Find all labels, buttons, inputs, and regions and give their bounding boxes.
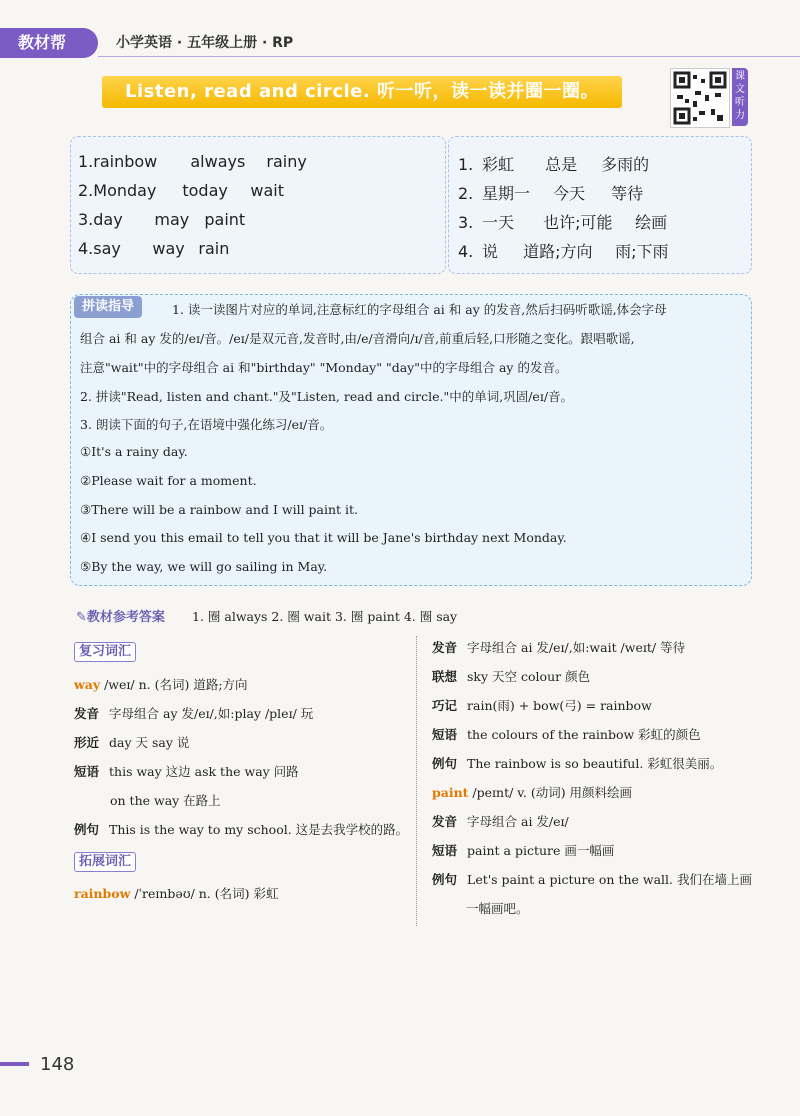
- word-row: 2.Monday today wait: [78, 181, 284, 200]
- book-tab: 教材帮: [0, 28, 98, 58]
- vocab-row: 发音 字母组合 ai 发/eɪ/,如:wait /weɪt/ 等待: [432, 640, 686, 655]
- guide-line: 组合 ai 和 ay 发的/eɪ/音。/eɪ/是双元音,发音时,由/e/音滑向/ɪ/音,前重后轻,口形随之变化。跟唱歌谣,: [80, 331, 635, 346]
- vocab-row: 形近 day 天 say 说: [74, 735, 190, 750]
- vocab-entry: paint /peɪnt/ v. (动词) 用颜料绘画: [432, 785, 633, 800]
- practice-sentence: ⑤By the way, we will go sailing in May.: [80, 559, 328, 574]
- vocab-entry: rainbow /ˈreɪnbəʊ/ n. (名词) 彩虹: [74, 886, 279, 901]
- word-row: 3.day may paint: [78, 210, 246, 229]
- vocab-row: 联想 sky 天空 colour 颜色: [432, 669, 591, 684]
- practice-sentence: ①It's a rainy day.: [80, 444, 188, 459]
- vocab-row: 例句 The rainbow is so beautiful. 彩虹很美丽。: [432, 756, 723, 771]
- page-marker: [0, 1062, 36, 1066]
- guide-line: 注意"wait"中的字母组合 ai 和"birthday" "Monday" "day"中的字母组合 ay 的发音。: [80, 360, 568, 375]
- qr-label: 课文听力: [732, 68, 748, 126]
- activity-banner: Listen, read and circle. 听一听，读一读并圈一圈。: [102, 76, 622, 108]
- guide-tag: 拼读指导: [74, 296, 142, 318]
- review-vocab-tag: 复习词汇: [74, 642, 136, 662]
- guide-line: 2. 拼读"Read, listen and chant."及"Listen, read and circle."中的单词,巩固/eɪ/音。: [80, 389, 574, 404]
- word-row: 1. 彩虹 总是 多雨的: [458, 155, 650, 174]
- word-row: 1.rainbow always rainy: [78, 152, 307, 171]
- pen-icon: ✎: [76, 610, 87, 625]
- answer-text: 1. 圈 always 2. 圈 wait 3. 圈 paint 4. 圈 say: [192, 609, 458, 624]
- page-number: 148: [40, 1054, 75, 1075]
- vocab-entry: way /weɪ/ n. (名词) 道路;方向: [74, 677, 248, 692]
- header-rule: [98, 56, 800, 57]
- qr-code-icon[interactable]: [670, 68, 730, 128]
- page-header: [0, 28, 800, 58]
- word-row: 2. 星期一 今天 等待: [458, 184, 644, 203]
- column-divider: [416, 636, 417, 926]
- vocab-row: 短语 the colours of the rainbow 彩虹的颜色: [432, 727, 701, 742]
- guide-line: 3. 朗读下面的句子,在语境中强化练习/eɪ/音。: [80, 417, 333, 432]
- word-row: 4. 说 道路;方向 雨;下雨: [458, 242, 669, 261]
- vocab-row: 巧记 rain(雨) + bow(弓) = rainbow: [432, 698, 652, 713]
- book-title: 小学英语 · 五年级上册 · RP: [116, 35, 294, 51]
- vocab-row: 一幅画吧。: [466, 901, 529, 916]
- practice-sentence: ④I send you this email to tell you that it will be Jane's birthday next Monday.: [80, 530, 567, 545]
- vocab-row: 发音 字母组合 ai 发/eɪ/: [432, 814, 569, 829]
- answer-tag: ✎教材参考答案: [76, 610, 165, 625]
- vocab-row: 例句 Let's paint a picture on the wall. 我们在墙上画: [432, 872, 752, 887]
- practice-sentence: ③There will be a rainbow and I will paint it.: [80, 502, 359, 517]
- vocab-row: on the way 在路上: [110, 793, 221, 808]
- vocab-row: 短语 this way 这边 ask the way 问路: [74, 764, 299, 779]
- practice-sentence: ②Please wait for a moment.: [80, 473, 257, 488]
- vocab-row: 例句 This is the way to my school. 这是去我学校的路。: [74, 822, 409, 837]
- word-row: 4.say way rain: [78, 239, 230, 258]
- vocab-row: 短语 paint a picture 画一幅画: [432, 843, 615, 858]
- extend-vocab-tag: 拓展词汇: [74, 852, 136, 872]
- guide-line: 1. 读一读图片对应的单词,注意标红的字母组合 ai 和 ay 的发音,然后扫码听歌谣,体会字母: [172, 302, 667, 317]
- vocab-row: 发音 字母组合 ay 发/eɪ/,如:play /pleɪ/ 玩: [74, 706, 314, 721]
- word-row: 3. 一天 也许;可能 绘画: [458, 213, 668, 232]
